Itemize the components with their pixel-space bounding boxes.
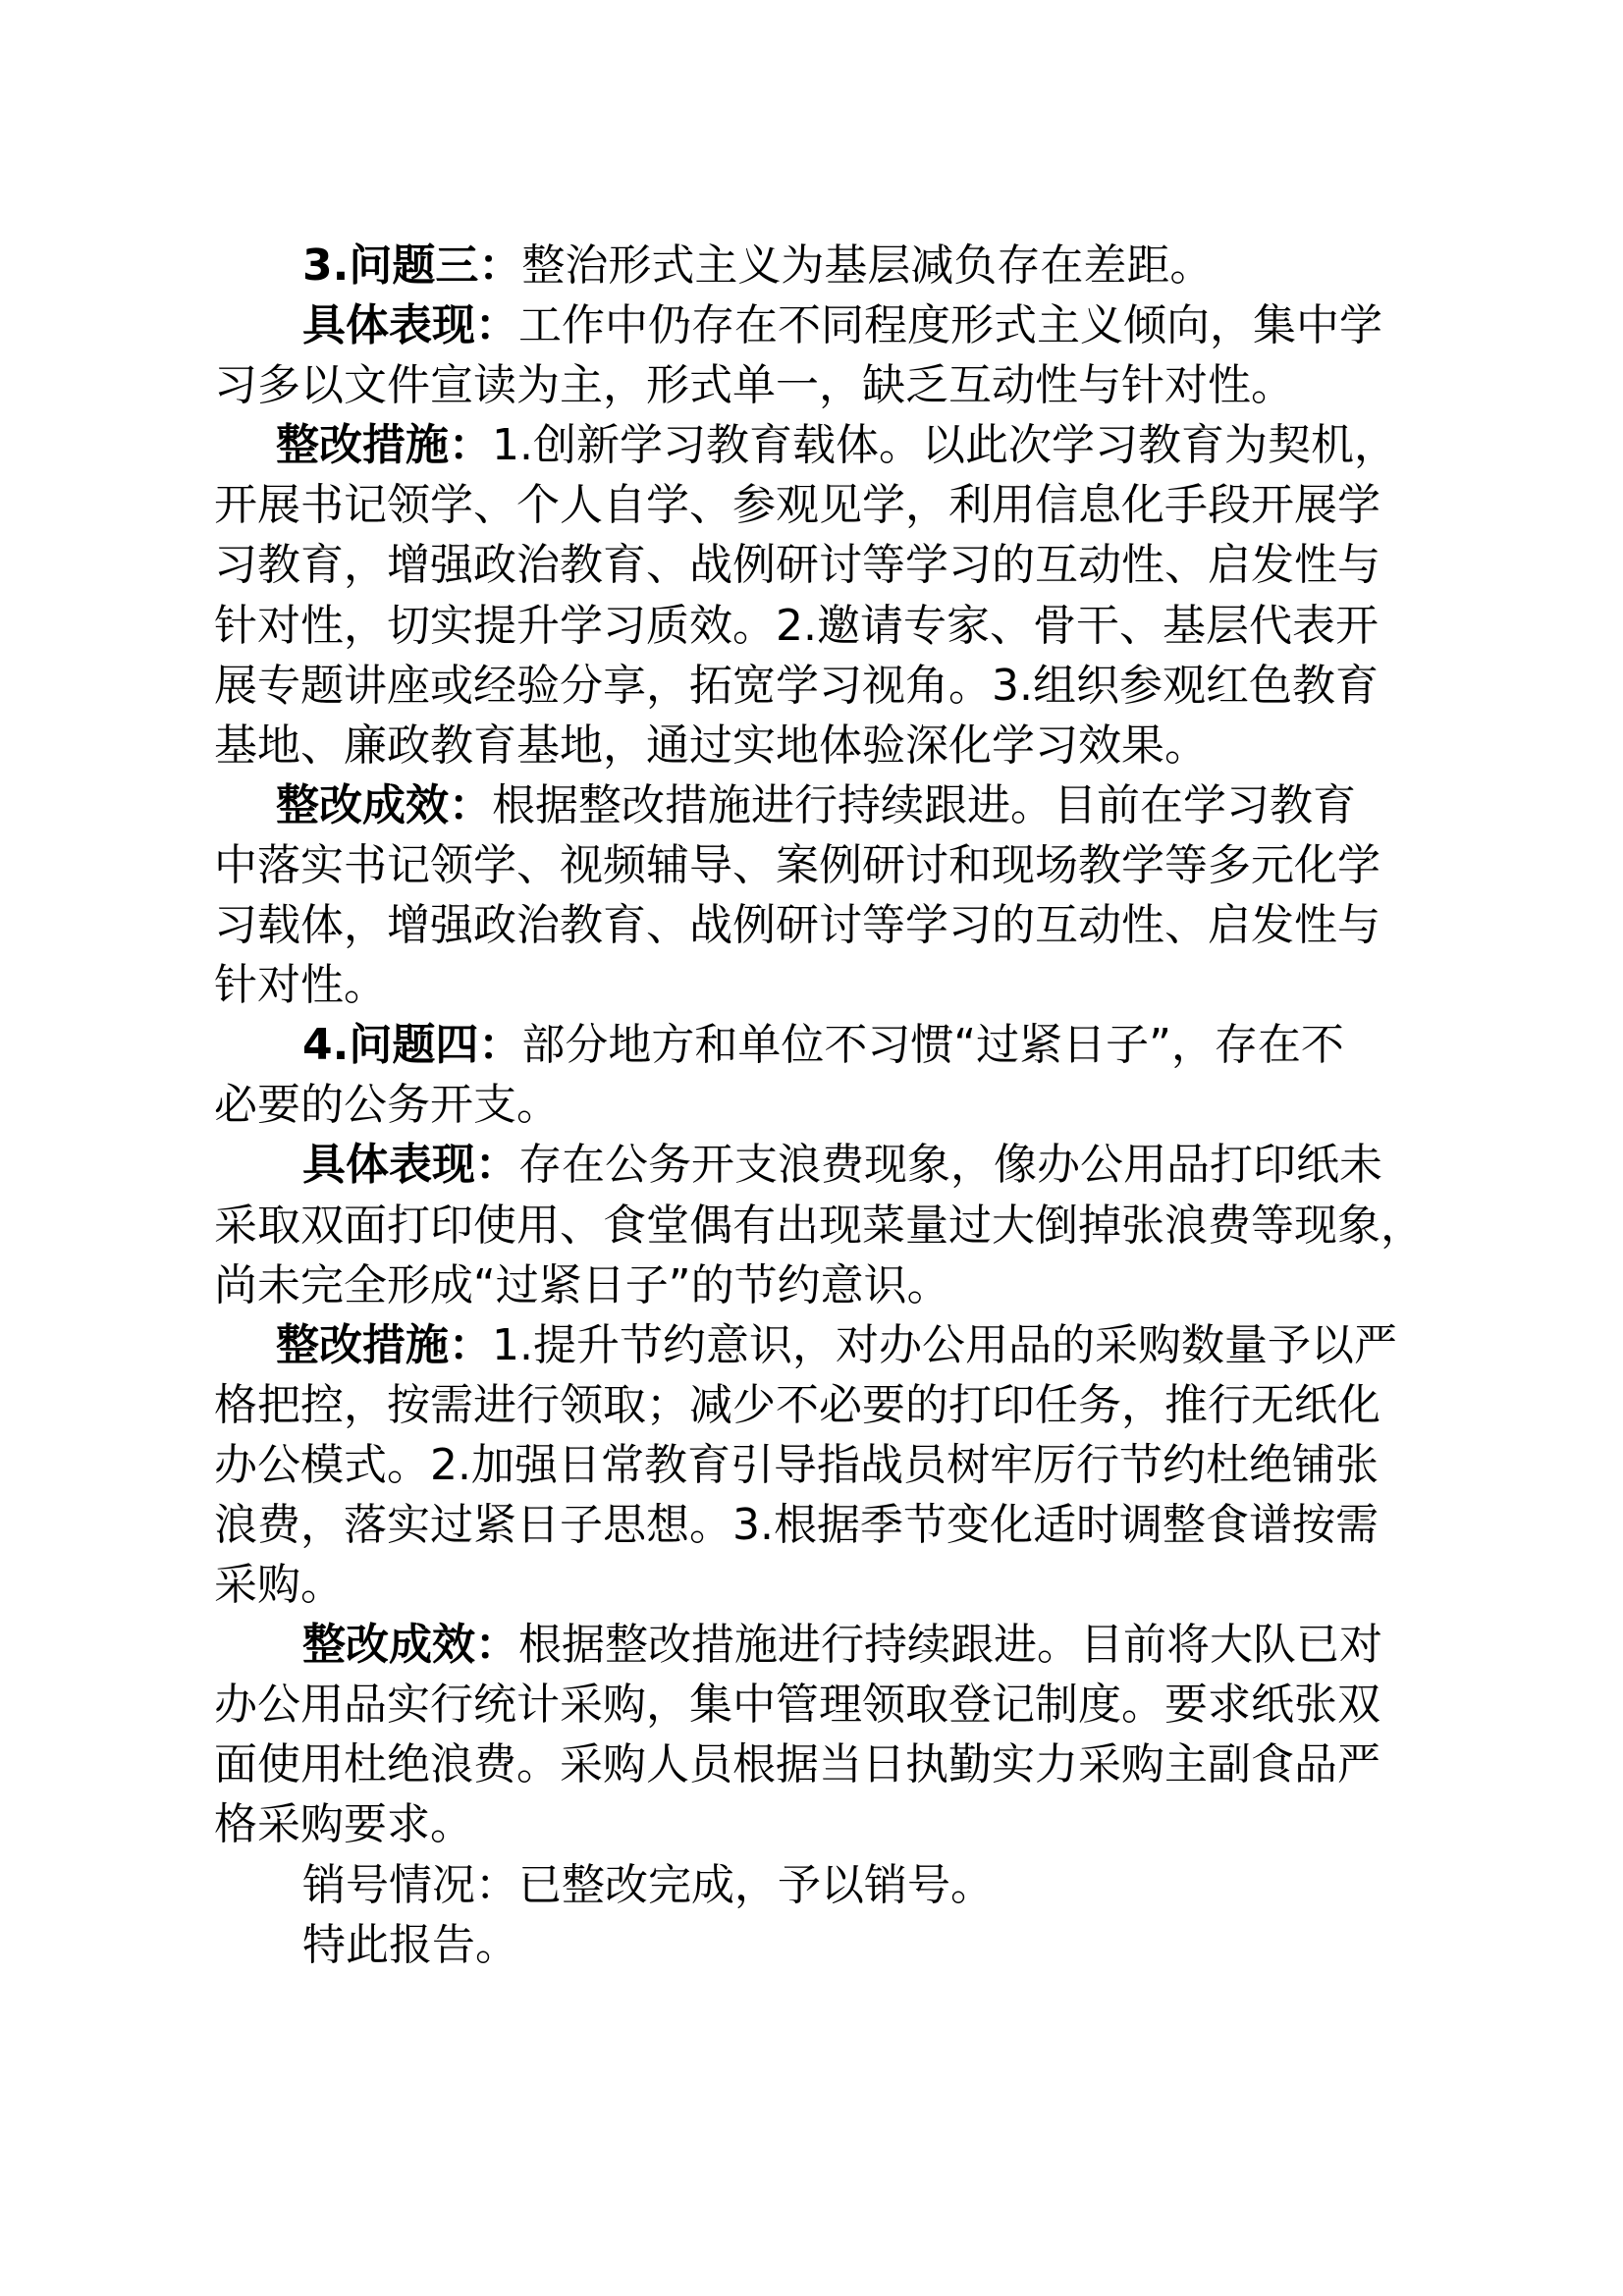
text-line: 格把控，按需进行领取；减少不必要的打印任务，推行无纸化 [214, 1379, 1380, 1430]
manifestation-paragraph [214, 1135, 1441, 1195]
closing-remark: 特此报告。 [302, 1919, 518, 1970]
text-line: 尚未完全形成“过紧日子”的节约意识。 [214, 1259, 950, 1310]
text-line: 习载体，增强政治教育、战例研讨等学习的互动性、启发性与 [214, 900, 1380, 951]
issue-label: 3.问题三： [302, 240, 522, 291]
measures-paragraph [214, 415, 1441, 475]
measures-paragraph [214, 1315, 1441, 1375]
section-label: 整改措施： [276, 1319, 492, 1370]
document-body [214, 236, 1441, 1975]
closure-status: 销号情况：已整改完成，予以销号。 [302, 1859, 994, 1910]
text-line: 中落实书记领学、视频辅导、案例研讨和现场教学等多元化学 [214, 839, 1380, 890]
text-line: 开展书记领学、个人自学、参观见学，利用信息化手段开展学 [214, 480, 1380, 531]
section-label: 整改措施： [276, 420, 492, 471]
text-line: 基地、廉政教育基地，通过实地体验深化学习效果。 [214, 720, 1208, 771]
text-line: 工作中仍存在不同程度形式主义倾向，集中学 [518, 300, 1382, 351]
text-line: 1.创新学习教育载体。以此次学习教育为契机， [492, 420, 1397, 471]
issue-4-heading [214, 1015, 1441, 1075]
text-line: 部分地方和单位不习惯“过紧日子”，存在不 [521, 1020, 1344, 1071]
text-line: 习教育，增强政治教育、战例研讨等学习的互动性、启发性与 [214, 540, 1380, 591]
text-line: 针对性，切实提升学习质效。2.邀请专家、骨干、基层代表开 [214, 600, 1379, 651]
section-label: 整改成效： [302, 1620, 518, 1671]
text-line: 习多以文件宣读为主，形式单一，缺乏互动性与针对性。 [214, 360, 1294, 411]
issue-3-heading [214, 236, 1441, 295]
results-paragraph [214, 775, 1441, 835]
text-line: 格采购要求。 [214, 1799, 473, 1850]
text-line: 面使用杜绝浪费。采购人员根据当日执勤实力采购主副食品严 [214, 1739, 1380, 1790]
text-line: 展专题讲座或经验分享，拓宽学习视角。3.组织参观红色教育 [214, 660, 1379, 711]
text-line: 必要的公务开支。 [214, 1080, 560, 1131]
text-line: 办公模式。2.加强日常教育引导指战员树牢厉行节约杜绝铺张 [214, 1439, 1379, 1490]
manifestation-paragraph [214, 295, 1441, 355]
results-paragraph [214, 1615, 1441, 1675]
issue-label: 4.问题四： [302, 1020, 522, 1071]
section-label: 整改成效： [276, 779, 492, 830]
section-label: 具体表现： [302, 1140, 518, 1191]
text-line: 针对性。 [214, 960, 387, 1011]
text-line: 整治形式主义为基层减负存在差距。 [521, 240, 1214, 291]
section-label: 具体表现： [302, 300, 518, 351]
text-line: 办公用品实行统计采购，集中管理领取登记制度。要求纸张双 [214, 1680, 1380, 1731]
text-line: 根据整改措施进行持续跟进。目前在学习教育 [492, 779, 1356, 830]
text-line: 根据整改措施进行持续跟进。目前将大队已对 [518, 1620, 1382, 1671]
text-line: 浪费，落实过紧日子思想。3.根据季节变化适时调整食谱按需 [214, 1499, 1379, 1550]
text-line: 1.提升节约意识，对办公用品的采购数量予以严 [492, 1319, 1397, 1370]
text-line: 采取双面打印使用、食堂偶有出现菜量过大倒掉张浪费等现象， [214, 1200, 1424, 1251]
text-line: 存在公务开支浪费现象，像办公用品打印纸未 [518, 1140, 1382, 1191]
text-line: 采购。 [214, 1560, 344, 1611]
